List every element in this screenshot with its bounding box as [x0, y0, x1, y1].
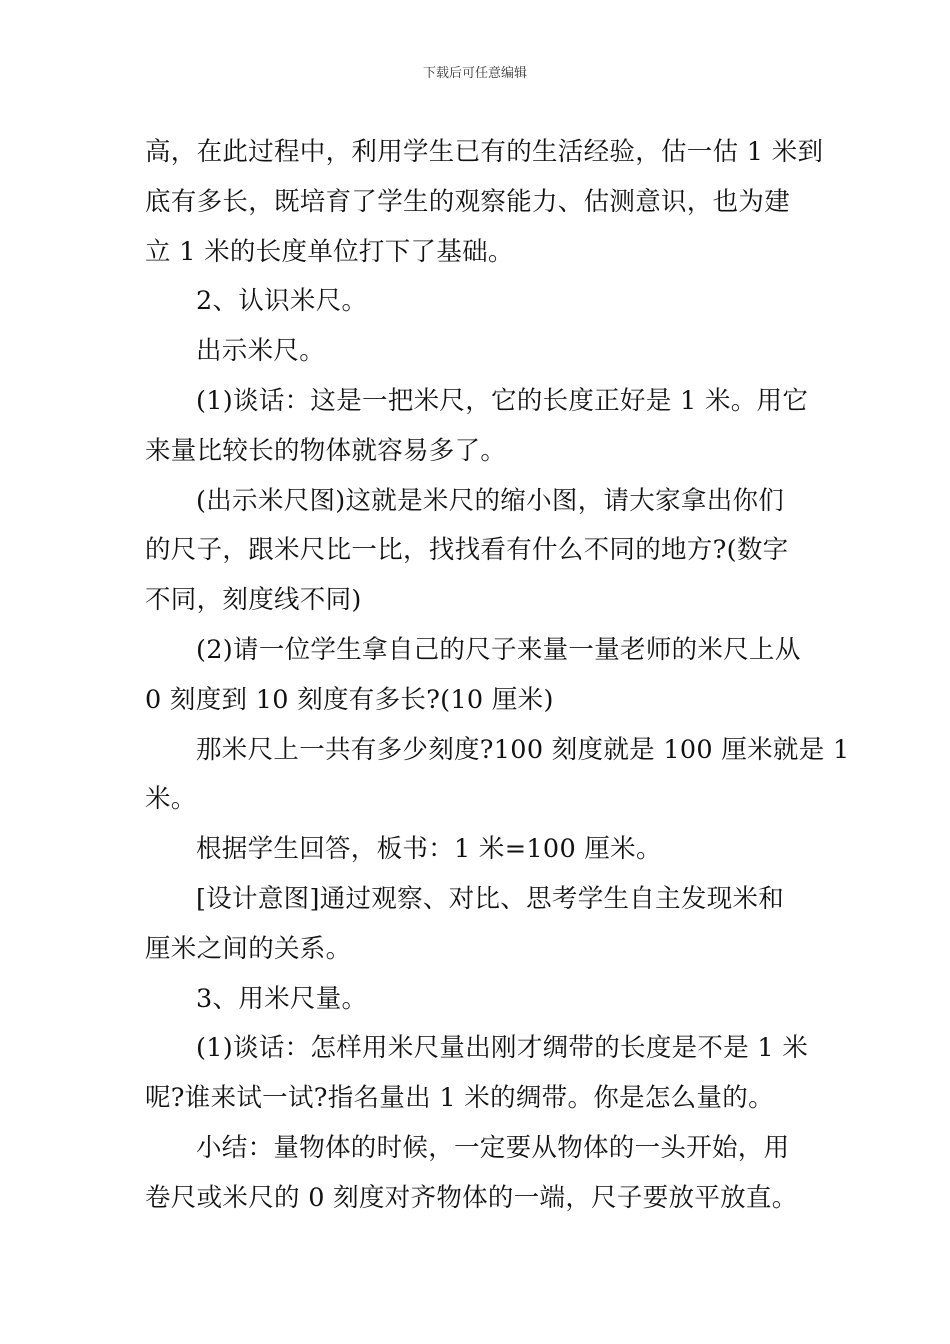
text-line: [设计意图]通过观察、对比、思考学生自主发现米和 — [196, 883, 785, 914]
text-line: 2、认识米尺。 — [196, 286, 368, 317]
text-line: (2)请一位学生拿自己的尺子来量一量老师的米尺上从 — [196, 634, 801, 665]
text-line: 0 刻度到 10 刻度有多长?(10 厘米) — [145, 684, 554, 715]
text-line: 不同，刻度线不同) — [145, 585, 362, 616]
text-line: 卷尺或米尺的 0 刻度对齐物体的一端，尺子要放平放直。 — [145, 1182, 798, 1213]
text-line: 来量比较长的物体就容易多了。 — [145, 435, 507, 466]
text-line: 底有多长，既培育了学生的观察能力、估测意识，也为建 — [145, 186, 791, 217]
text-line: (1)谈话：怎样用米尺量出刚才绸带的长度是不是 1 米 — [196, 1033, 809, 1064]
text-line: 小结：量物体的时候，一定要从物体的一头开始，用 — [196, 1132, 790, 1163]
text-line: 米。 — [145, 784, 197, 815]
text-line: 根据学生回答，板书：1 米=100 厘米。 — [196, 834, 662, 865]
text-line: 厘米之间的关系。 — [145, 933, 352, 964]
text-line: (出示米尺图)这就是米尺的缩小图，请大家拿出你们 — [196, 485, 785, 516]
page-header: 下载后可任意编辑 — [422, 66, 527, 81]
text-line: 3、用米尺量。 — [196, 983, 368, 1014]
text-line: 立 1 米的长度单位打下了基础。 — [145, 236, 514, 267]
text-line: 呢?谁来试一试?指名量出 1 米的绸带。你是怎么量的。 — [145, 1083, 774, 1114]
document-body — [145, 128, 850, 1224]
text-line: 高，在此过程中，利用学生已有的生活经验，估一估 1 米到 — [145, 137, 824, 167]
text-line: 的尺子，跟米尺比一比，找找看有什么不同的地方?(数字 — [145, 535, 789, 566]
text-line: 出示米尺。 — [196, 336, 326, 367]
text-line: 那米尺上一共有多少刻度?100 刻度就是 100 厘米就是 1 — [196, 734, 850, 765]
text-line: (1)谈话：这是一把米尺，它的长度正好是 1 米。用它 — [196, 385, 809, 416]
